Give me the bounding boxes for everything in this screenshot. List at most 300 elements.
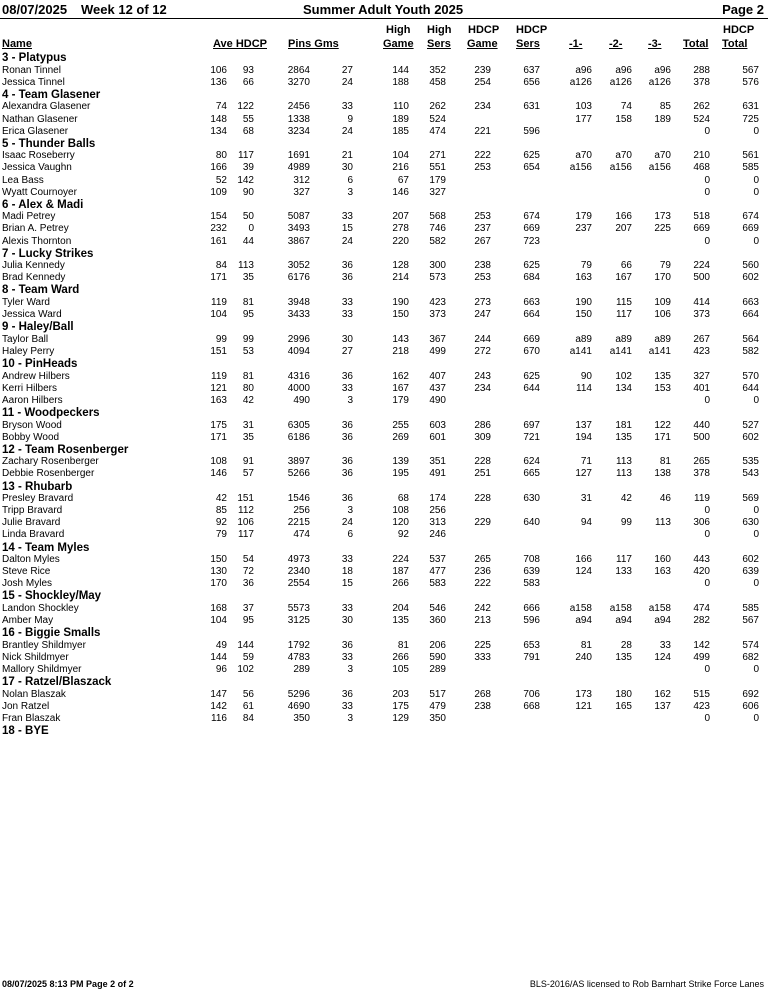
cell-hdg: 221 (474, 125, 491, 137)
cell-hs: 582 (429, 235, 446, 247)
cell-g2: a158 (609, 603, 632, 614)
cell-g1: a156 (569, 162, 592, 174)
cell-g3: 106 (654, 309, 671, 321)
cell-g2: 42 (620, 493, 632, 505)
cell-hdcp: 81 (242, 370, 254, 382)
cell-gms: 24 (341, 517, 353, 529)
cell-hdt: 692 (742, 688, 759, 700)
cell-hg: 188 (392, 76, 409, 88)
col-game-2: -2- (609, 38, 623, 50)
cell-hg: 224 (392, 554, 409, 566)
col-high-sers-2: Sers (427, 38, 451, 50)
cell-pins: 6186 (287, 431, 310, 443)
cell-hg: 220 (392, 235, 409, 247)
cell-name: Nick Shildmyer (2, 651, 69, 663)
col-game-1: -1- (569, 38, 583, 50)
bowler-row (0, 383, 768, 395)
cell-hdt: 0 (753, 664, 759, 675)
cell-ave: 104 (210, 615, 227, 627)
cell-g3: 122 (654, 419, 671, 431)
cell-name: Haley Perry (2, 345, 55, 357)
cell-tot: 0 (704, 578, 710, 590)
cell-ave: 116 (211, 712, 227, 724)
bowler-row (0, 493, 768, 505)
cell-hdcp: 84 (242, 712, 254, 724)
col-hdcp-game-1: HDCP (468, 24, 500, 36)
cell-g1: 81 (580, 639, 592, 651)
cell-hdcp: 57 (242, 468, 254, 480)
cell-g1: 31 (580, 493, 592, 505)
cell-pins: 4000 (287, 382, 310, 394)
cell-hs: 360 (429, 615, 446, 627)
week-label: Week 12 of 12 (81, 2, 167, 17)
bowler-row (0, 309, 768, 321)
cell-hs: 256 (429, 505, 446, 517)
bowler-row (0, 223, 768, 235)
cell-gms: 33 (341, 554, 353, 566)
cell-g3: a158 (648, 603, 671, 614)
cell-hdt: 725 (742, 113, 759, 125)
cell-name: Amber May (2, 615, 54, 627)
cell-hdcp: 102 (237, 664, 254, 675)
cell-hds: 721 (523, 431, 540, 443)
cell-ave: 161 (210, 235, 227, 247)
bowler-row (0, 175, 768, 187)
cell-name: Wyatt Cournoyer (2, 186, 77, 198)
cell-hdg: 253 (474, 211, 491, 223)
cell-g1: 173 (575, 688, 592, 700)
cell-hdt: 564 (742, 333, 759, 345)
bowler-row (0, 260, 768, 272)
cell-ave: 175 (210, 419, 227, 431)
cell-hdcp: 50 (242, 211, 254, 223)
cell-name: Brad Kennedy (2, 272, 66, 284)
cell-gms: 30 (341, 162, 353, 174)
cell-hds: 669 (523, 223, 540, 235)
cell-g2: a141 (609, 345, 632, 357)
cell-hdt: 674 (742, 211, 759, 223)
cell-g3: a89 (654, 333, 671, 345)
cell-hds: 624 (523, 456, 540, 468)
cell-name: Fran Blaszak (2, 712, 61, 724)
cell-ave: 119 (211, 370, 227, 382)
cell-g3: 137 (654, 700, 671, 712)
cell-hg: 190 (392, 297, 409, 308)
cell-ave: 85 (215, 505, 227, 517)
bowler-row (0, 395, 768, 407)
cell-hs: 352 (429, 64, 446, 76)
cell-gms: 3 (347, 664, 353, 675)
cell-hdg: 228 (474, 456, 491, 468)
cell-hdcp: 113 (238, 260, 254, 272)
col-total: Total (683, 38, 709, 50)
cell-g2: 135 (615, 431, 632, 443)
cell-ave: 96 (215, 664, 227, 675)
cell-ave: 121 (210, 382, 227, 394)
cell-gms: 36 (341, 456, 353, 468)
cell-ave: 170 (210, 578, 227, 590)
bowler-row (0, 505, 768, 517)
cell-hdt: 0 (753, 394, 759, 406)
cell-hg: 105 (392, 664, 409, 675)
cell-hs: 262 (429, 101, 446, 113)
cell-g1: a126 (569, 76, 592, 88)
bowler-row (0, 114, 768, 126)
cell-name: Lea Bass (2, 174, 44, 186)
cell-pins: 3270 (287, 76, 310, 88)
cell-hdt: 0 (753, 529, 759, 541)
cell-name: Jessica Ward (2, 309, 62, 321)
cell-g3: a94 (654, 615, 671, 627)
cell-gms: 21 (341, 150, 353, 162)
cell-tot: 500 (693, 272, 710, 284)
cell-hs: 490 (429, 394, 446, 406)
cell-g1: a96 (575, 64, 592, 76)
cell-hdcp: 142 (237, 174, 254, 186)
cell-hdcp: 91 (242, 456, 254, 468)
cell-ave: 147 (210, 688, 227, 700)
team-header: 5 - Thunder Balls (2, 137, 96, 150)
cell-hg: 108 (392, 505, 409, 517)
cell-ave: 49 (215, 639, 227, 651)
cell-hdg: 244 (474, 333, 491, 345)
cell-tot: 423 (693, 345, 710, 357)
cell-hs: 407 (429, 370, 446, 382)
cell-tot: 0 (704, 712, 710, 724)
team-header: 16 - Biggie Smalls (2, 627, 101, 640)
cell-tot: 0 (704, 125, 710, 137)
cell-g1: 94 (580, 517, 592, 529)
cell-hdt: 0 (753, 505, 759, 517)
cell-hds: 669 (523, 333, 540, 345)
cell-g1: 137 (575, 419, 592, 431)
cell-hg: 167 (392, 382, 409, 394)
cell-hdcp: 42 (242, 394, 254, 406)
cell-name: Zachary Rosenberger (2, 456, 99, 468)
cell-hs: 206 (429, 639, 446, 651)
cell-pins: 2215 (287, 517, 310, 529)
cell-name: Debbie Rosenberger (2, 468, 95, 480)
cell-ave: 104 (210, 309, 227, 321)
cell-pins: 5296 (287, 688, 310, 700)
cell-g3: 109 (654, 297, 671, 308)
cell-g3: a126 (648, 76, 671, 88)
cell-name: Alexis Thornton (2, 235, 72, 247)
cell-name: Steve Rice (2, 566, 51, 578)
cell-name: Landon Shockley (2, 603, 79, 614)
cell-name: Isaac Roseberry (2, 150, 75, 162)
cell-pins: 3234 (287, 125, 310, 137)
bowler-row (0, 187, 768, 199)
cell-hdg: 273 (474, 297, 491, 308)
cell-hg: 218 (392, 345, 409, 357)
cell-pins: 4783 (287, 651, 310, 663)
cell-hdt: 0 (753, 186, 759, 198)
cell-name: Jessica Vaughn (2, 162, 72, 174)
cell-hds: 644 (523, 382, 540, 394)
cell-gms: 33 (341, 309, 353, 321)
cell-ave: 52 (215, 174, 227, 186)
cell-tot: 262 (693, 101, 710, 113)
cell-gms: 36 (341, 468, 353, 480)
bowler-row (0, 432, 768, 444)
cell-ave: 134 (210, 125, 227, 137)
cell-gms: 24 (341, 125, 353, 137)
cell-hs: 367 (429, 333, 446, 345)
cell-hg: 144 (392, 64, 409, 76)
cell-tot: 142 (693, 639, 710, 651)
cell-ave: 106 (210, 64, 227, 76)
cell-g2: 66 (620, 260, 632, 272)
cell-pins: 350 (293, 712, 310, 724)
cell-ave: 151 (210, 345, 227, 357)
cell-hs: 458 (429, 76, 446, 88)
cell-hdcp: 117 (238, 529, 254, 541)
cell-hdg: 234 (474, 382, 491, 394)
cell-hdcp: 44 (242, 235, 254, 247)
cell-hs: 474 (429, 125, 446, 137)
cell-hdt: 602 (742, 431, 759, 443)
col-pins-gms: Pins Gms (288, 38, 339, 50)
cell-g1: 177 (575, 113, 592, 125)
cell-hs: 313 (429, 517, 446, 529)
cell-tot: 524 (693, 113, 710, 125)
cell-tot: 468 (693, 162, 710, 174)
cell-ave: 146 (210, 468, 227, 480)
cell-hs: 517 (429, 688, 446, 700)
cell-hdg: 253 (474, 272, 491, 284)
cell-hdcp: 61 (242, 700, 254, 712)
cell-g3: 189 (654, 113, 671, 125)
cell-hdg: 236 (474, 566, 491, 578)
cell-name: Brantley Shildmyer (2, 639, 86, 651)
cell-ave: 144 (210, 651, 227, 663)
col-hdcp-total-1: HDCP (723, 24, 755, 36)
cell-hdg: 333 (474, 651, 491, 663)
cell-pins: 1691 (287, 150, 310, 162)
cell-hds: 674 (523, 211, 540, 223)
cell-g3: a156 (648, 162, 671, 174)
cell-g2: 134 (615, 382, 632, 394)
cell-ave: 142 (210, 700, 227, 712)
cell-ave: 99 (215, 333, 227, 345)
cell-pins: 474 (293, 529, 310, 541)
cell-hds: 639 (523, 566, 540, 578)
cell-pins: 1546 (287, 493, 310, 505)
cell-hs: 537 (429, 554, 446, 566)
bowler-row (0, 566, 768, 578)
cell-g3: 138 (654, 468, 671, 480)
cell-tot: 443 (693, 554, 710, 566)
cell-g1: 190 (575, 297, 592, 308)
bowler-row (0, 517, 768, 529)
cell-hg: 162 (392, 370, 409, 382)
report-title: Summer Adult Youth 2025 (303, 2, 464, 17)
cell-tot: 265 (693, 456, 710, 468)
cell-hdg: 222 (474, 578, 491, 590)
cell-hg: 207 (392, 211, 409, 223)
cell-g3: 160 (654, 554, 671, 566)
cell-hdt: 561 (742, 150, 759, 162)
cell-hdt: 644 (742, 382, 759, 394)
cell-hdt: 576 (742, 76, 759, 88)
bowler-row (0, 456, 768, 468)
cell-gms: 36 (341, 639, 353, 651)
cell-tot: 440 (693, 419, 710, 431)
cell-ave: 84 (215, 260, 227, 272)
cell-hds: 625 (523, 370, 540, 382)
cell-gms: 27 (341, 64, 353, 76)
cell-gms: 36 (341, 431, 353, 443)
cell-g2: 117 (616, 309, 632, 321)
cell-hdcp: 95 (242, 309, 254, 321)
cell-hdt: 535 (742, 456, 759, 468)
cell-hg: 269 (392, 431, 409, 443)
cell-ave: 163 (210, 394, 227, 406)
cell-tot: 420 (693, 566, 710, 578)
cell-hs: 590 (429, 651, 446, 663)
cell-hg: 214 (392, 272, 409, 284)
cell-hs: 479 (429, 700, 446, 712)
cell-tot: 669 (693, 223, 710, 235)
cell-hs: 477 (429, 566, 446, 578)
page-number: Page 2 (722, 2, 764, 17)
cell-pins: 327 (293, 186, 310, 198)
cell-hg: 195 (392, 468, 409, 480)
cell-hdt: 602 (742, 272, 759, 284)
cell-hdcp: 35 (242, 431, 254, 443)
cell-hds: 656 (523, 76, 540, 88)
cell-g1: a158 (569, 603, 592, 614)
cell-hs: 568 (429, 211, 446, 223)
cell-gms: 9 (347, 113, 353, 125)
cell-hds: 666 (523, 603, 540, 614)
cell-pins: 3948 (287, 297, 310, 308)
cell-gms: 30 (341, 333, 353, 345)
cell-hdt: 602 (742, 554, 759, 566)
cell-name: Jon Ratzel (2, 700, 50, 712)
cell-ave: 108 (210, 456, 227, 468)
cell-hds: 654 (523, 162, 540, 174)
cell-g1: a94 (575, 615, 592, 627)
cell-ave: 154 (210, 211, 227, 223)
cell-g3: 162 (654, 688, 671, 700)
cell-hdg: 254 (474, 76, 491, 88)
bowler-row (0, 701, 768, 713)
col-high-game-1: High (386, 24, 411, 36)
cell-g3: 163 (654, 566, 671, 578)
col-game-3: -3- (648, 38, 662, 50)
cell-hg: 104 (392, 150, 409, 162)
cell-tot: 306 (693, 517, 710, 529)
footer-license: BLS-2016/AS licensed to Rob Barnhart Strike Force Lanes (529, 979, 764, 989)
cell-name: Josh Myles (2, 578, 53, 590)
cell-hg: 129 (392, 712, 409, 724)
cell-hdt: 0 (753, 712, 759, 724)
cell-hdcp: 31 (242, 419, 254, 431)
cell-g1: 114 (576, 382, 592, 394)
cell-hg: 187 (392, 566, 409, 578)
cell-name: Kerri Hilbers (2, 382, 58, 394)
cell-ave: 109 (210, 186, 227, 198)
bowler-row (0, 77, 768, 89)
cell-hdcp: 95 (242, 615, 254, 627)
cell-tot: 515 (693, 688, 710, 700)
cell-hds: 684 (523, 272, 540, 284)
cell-g2: 135 (615, 651, 632, 663)
cell-g1: 121 (575, 700, 592, 712)
cell-pins: 5573 (287, 603, 310, 614)
cell-hdg: 272 (474, 345, 491, 357)
cell-hdcp: 81 (242, 297, 254, 308)
cell-g3: 113 (655, 517, 671, 529)
cell-hdt: 664 (742, 309, 759, 321)
cell-hdt: 585 (742, 162, 759, 174)
cell-ave: 80 (215, 150, 227, 162)
cell-tot: 288 (693, 64, 710, 76)
team-header: 3 - Platypus (2, 52, 67, 64)
cell-g2: 74 (620, 101, 632, 113)
cell-gms: 36 (341, 688, 353, 700)
cell-hdcp: 37 (242, 603, 254, 614)
cell-g2: a126 (609, 76, 632, 88)
cell-ave: 150 (210, 554, 227, 566)
cell-g1: 127 (575, 468, 592, 480)
cell-g2: 113 (616, 456, 632, 468)
cell-g1: a70 (575, 150, 592, 162)
cell-hdg: 234 (474, 101, 491, 113)
team-header: 15 - Shockley/May (2, 590, 102, 603)
cell-g2: 207 (615, 223, 632, 235)
cell-g1: 166 (575, 554, 592, 566)
cell-name: Andrew Hilbers (2, 370, 70, 382)
team-header: 14 - Team Myles (2, 541, 90, 554)
cell-tot: 500 (693, 431, 710, 443)
cell-hdcp: 90 (242, 186, 254, 198)
cell-g3: 171 (654, 431, 671, 443)
cell-hdcp: 93 (242, 64, 254, 76)
cell-hds: 583 (523, 578, 540, 590)
cell-hds: 706 (523, 688, 540, 700)
cell-g1: 194 (575, 431, 592, 443)
cell-hdt: 606 (742, 700, 759, 712)
cell-name: Dalton Myles (2, 554, 60, 566)
cell-hds: 670 (523, 345, 540, 357)
team-header: 6 - Alex & Madi (2, 198, 84, 211)
cell-pins: 490 (293, 394, 310, 406)
cell-tot: 0 (704, 529, 710, 541)
cell-hds: 664 (523, 309, 540, 321)
cell-gms: 30 (341, 615, 353, 627)
cell-hg: 203 (392, 688, 409, 700)
team-header: 18 - BYE (2, 725, 49, 737)
cell-tot: 518 (693, 211, 710, 223)
cell-ave: 171 (210, 272, 227, 284)
cell-hds: 625 (523, 150, 540, 162)
cell-g3: a141 (648, 345, 671, 357)
cell-hdg: 238 (474, 260, 491, 272)
cell-hs: 423 (429, 297, 446, 308)
cell-hdcp: 122 (237, 101, 254, 113)
cell-hs: 174 (429, 493, 446, 505)
cell-pins: 256 (293, 505, 310, 517)
cell-gms: 3 (347, 505, 353, 517)
cell-hg: 216 (392, 162, 409, 174)
cell-hg: 278 (392, 223, 409, 235)
cell-hg: 135 (392, 615, 409, 627)
cell-pins: 4316 (287, 370, 310, 382)
cell-hg: 266 (392, 651, 409, 663)
